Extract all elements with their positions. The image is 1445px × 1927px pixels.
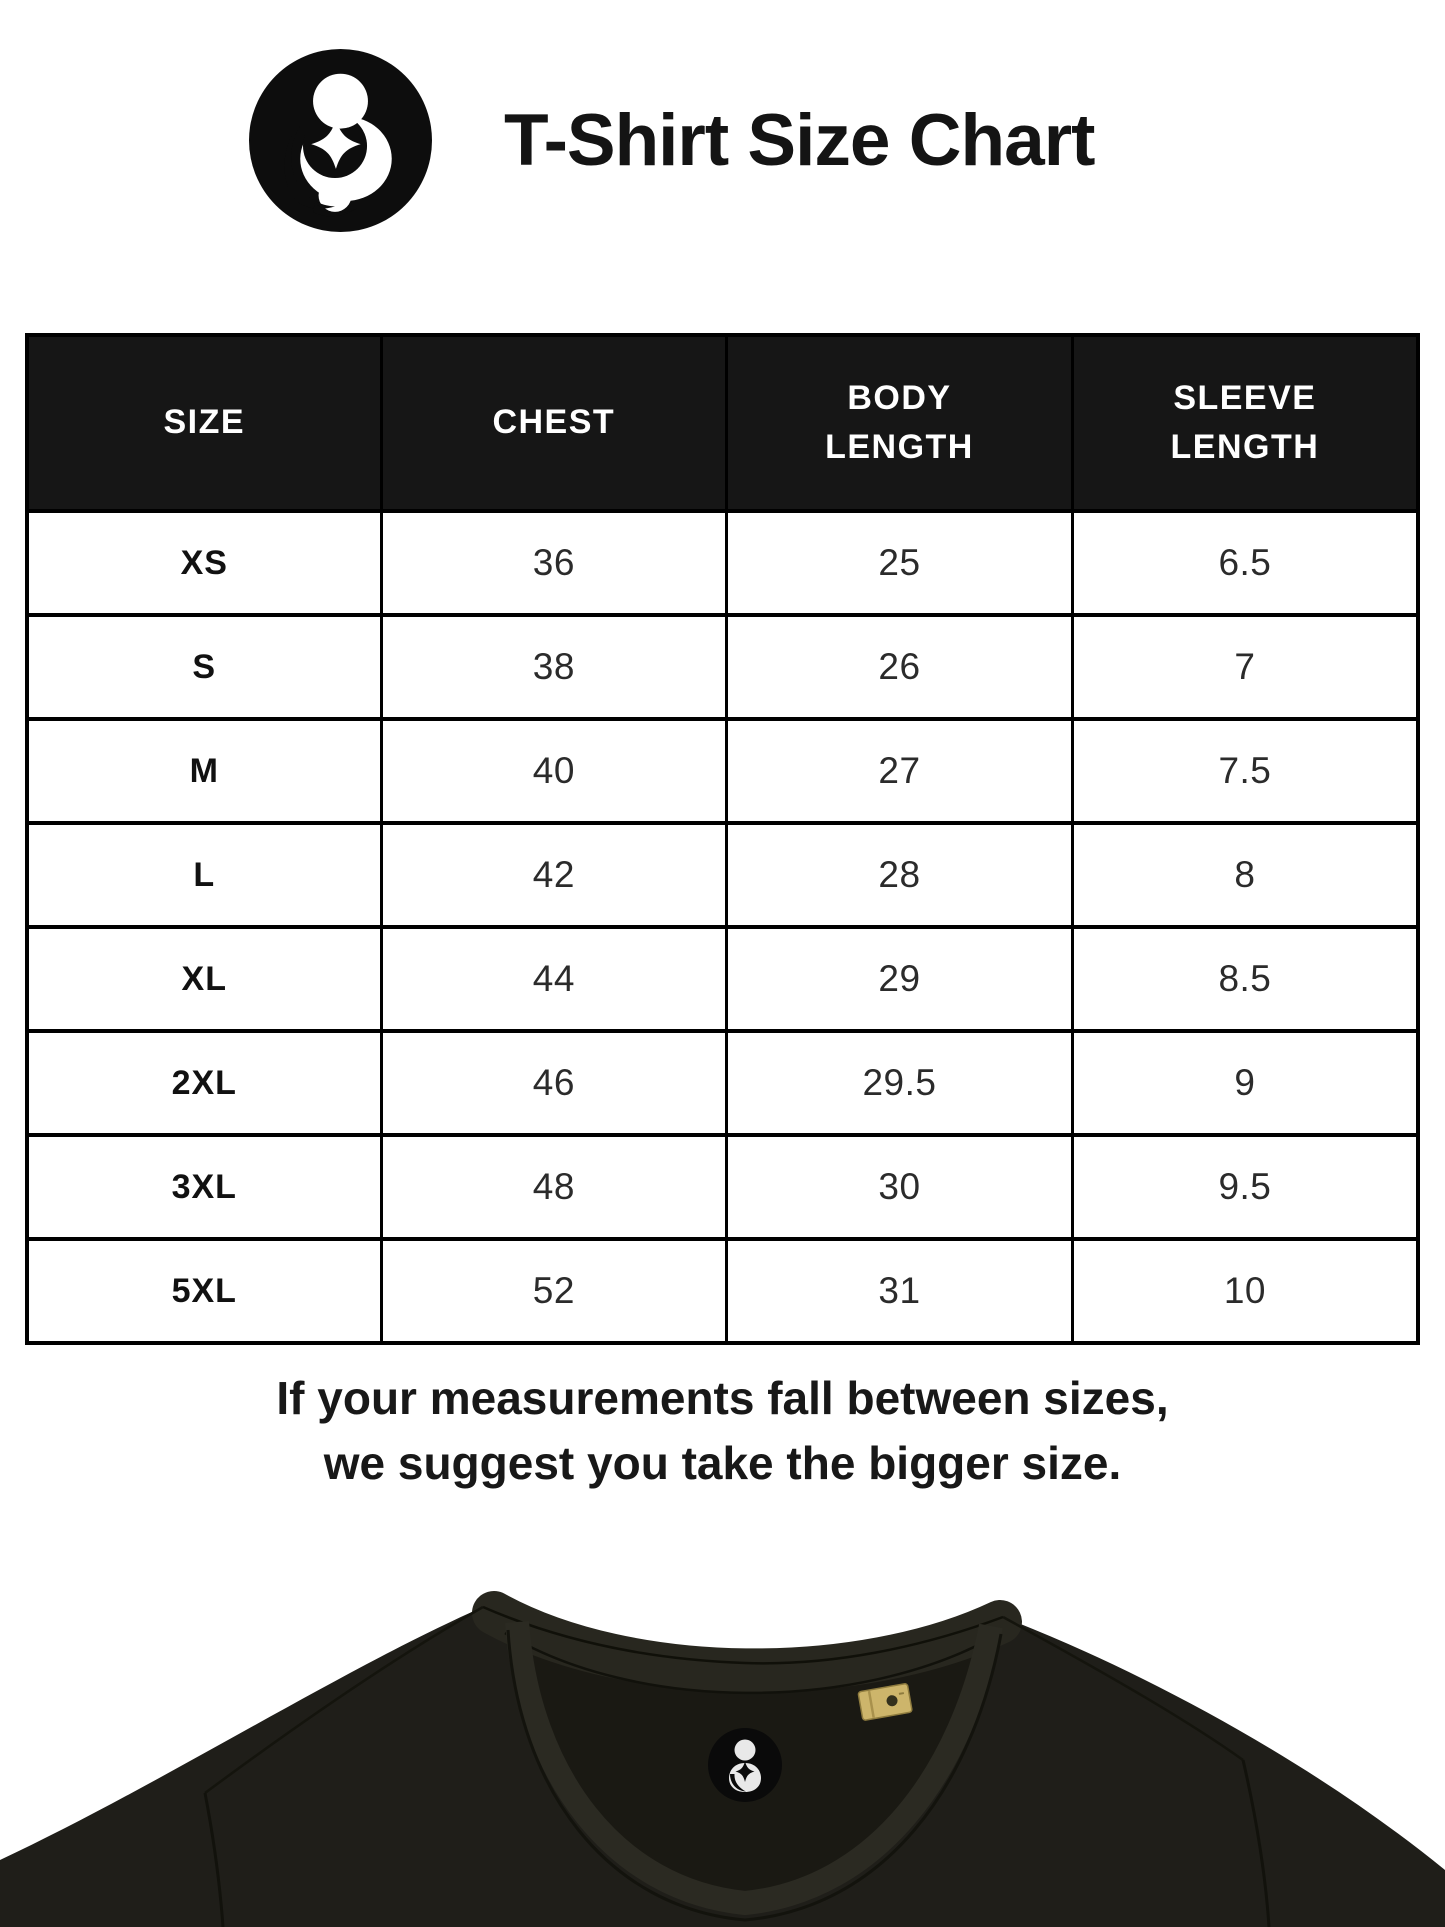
size-cell: XS <box>27 511 381 615</box>
header-sleeve-length: SLEEVE LENGTH <box>1072 335 1418 511</box>
neck-label-logo-icon <box>735 1740 756 1761</box>
size-cell: M <box>27 719 381 823</box>
body-length-cell: 26 <box>727 615 1073 719</box>
chest-cell: 48 <box>381 1135 727 1239</box>
brand-logo-icon <box>249 49 432 232</box>
size-cell: 5XL <box>27 1239 381 1343</box>
sleeve-length-cell: 8.5 <box>1072 927 1418 1031</box>
sleeve-length-cell: 8 <box>1072 823 1418 927</box>
fit-note-line1: If your measurements fall between sizes, <box>276 1372 1169 1424</box>
table-row <box>27 1135 1418 1239</box>
body-length-cell: 28 <box>727 823 1073 927</box>
chest-cell: 40 <box>381 719 727 823</box>
size-table <box>25 333 1420 1345</box>
body-length-cell: 25 <box>727 511 1073 615</box>
chest-cell: 42 <box>381 823 727 927</box>
table-row <box>27 1239 1418 1343</box>
tshirt-collar-photo <box>0 1560 1445 1927</box>
table-row <box>27 823 1418 927</box>
table-row <box>27 511 1418 615</box>
body-length-cell: 31 <box>727 1239 1073 1343</box>
chest-cell: 52 <box>381 1239 727 1343</box>
body-length-cell: 30 <box>727 1135 1073 1239</box>
size-cell: L <box>27 823 381 927</box>
neck-label <box>708 1728 782 1802</box>
size-table-header <box>27 335 1418 511</box>
page-title: T-Shirt Size Chart <box>504 100 1095 181</box>
size-cell: XL <box>27 927 381 1031</box>
sleeve-length-cell: 9.5 <box>1072 1135 1418 1239</box>
body-length-cell: 29.5 <box>727 1031 1073 1135</box>
fit-note <box>0 1366 1445 1496</box>
chest-cell: 36 <box>381 511 727 615</box>
header-chest: CHEST <box>381 335 727 511</box>
size-cell: 2XL <box>27 1031 381 1135</box>
table-row <box>27 615 1418 719</box>
sleeve-length-cell: 6.5 <box>1072 511 1418 615</box>
table-row <box>27 1031 1418 1135</box>
body-length-cell: 27 <box>727 719 1073 823</box>
size-table-body <box>27 511 1418 1343</box>
header-size: SIZE <box>27 335 381 511</box>
header-row <box>27 335 1418 511</box>
table-row <box>27 927 1418 1031</box>
chest-cell: 38 <box>381 615 727 719</box>
brand-header <box>249 49 1094 232</box>
header-body-length: BODY LENGTH <box>727 335 1073 511</box>
sleeve-length-cell: 7.5 <box>1072 719 1418 823</box>
size-table-wrap <box>25 333 1420 1345</box>
fit-note-line2: we suggest you take the bigger size. <box>323 1437 1122 1489</box>
body-length-cell: 29 <box>727 927 1073 1031</box>
sleeve-length-cell: 7 <box>1072 615 1418 719</box>
chest-cell: 44 <box>381 927 727 1031</box>
size-cell: S <box>27 615 381 719</box>
sleeve-length-cell: 10 <box>1072 1239 1418 1343</box>
table-row <box>27 719 1418 823</box>
sleeve-length-cell: 9 <box>1072 1031 1418 1135</box>
chest-cell: 46 <box>381 1031 727 1135</box>
size-cell: 3XL <box>27 1135 381 1239</box>
